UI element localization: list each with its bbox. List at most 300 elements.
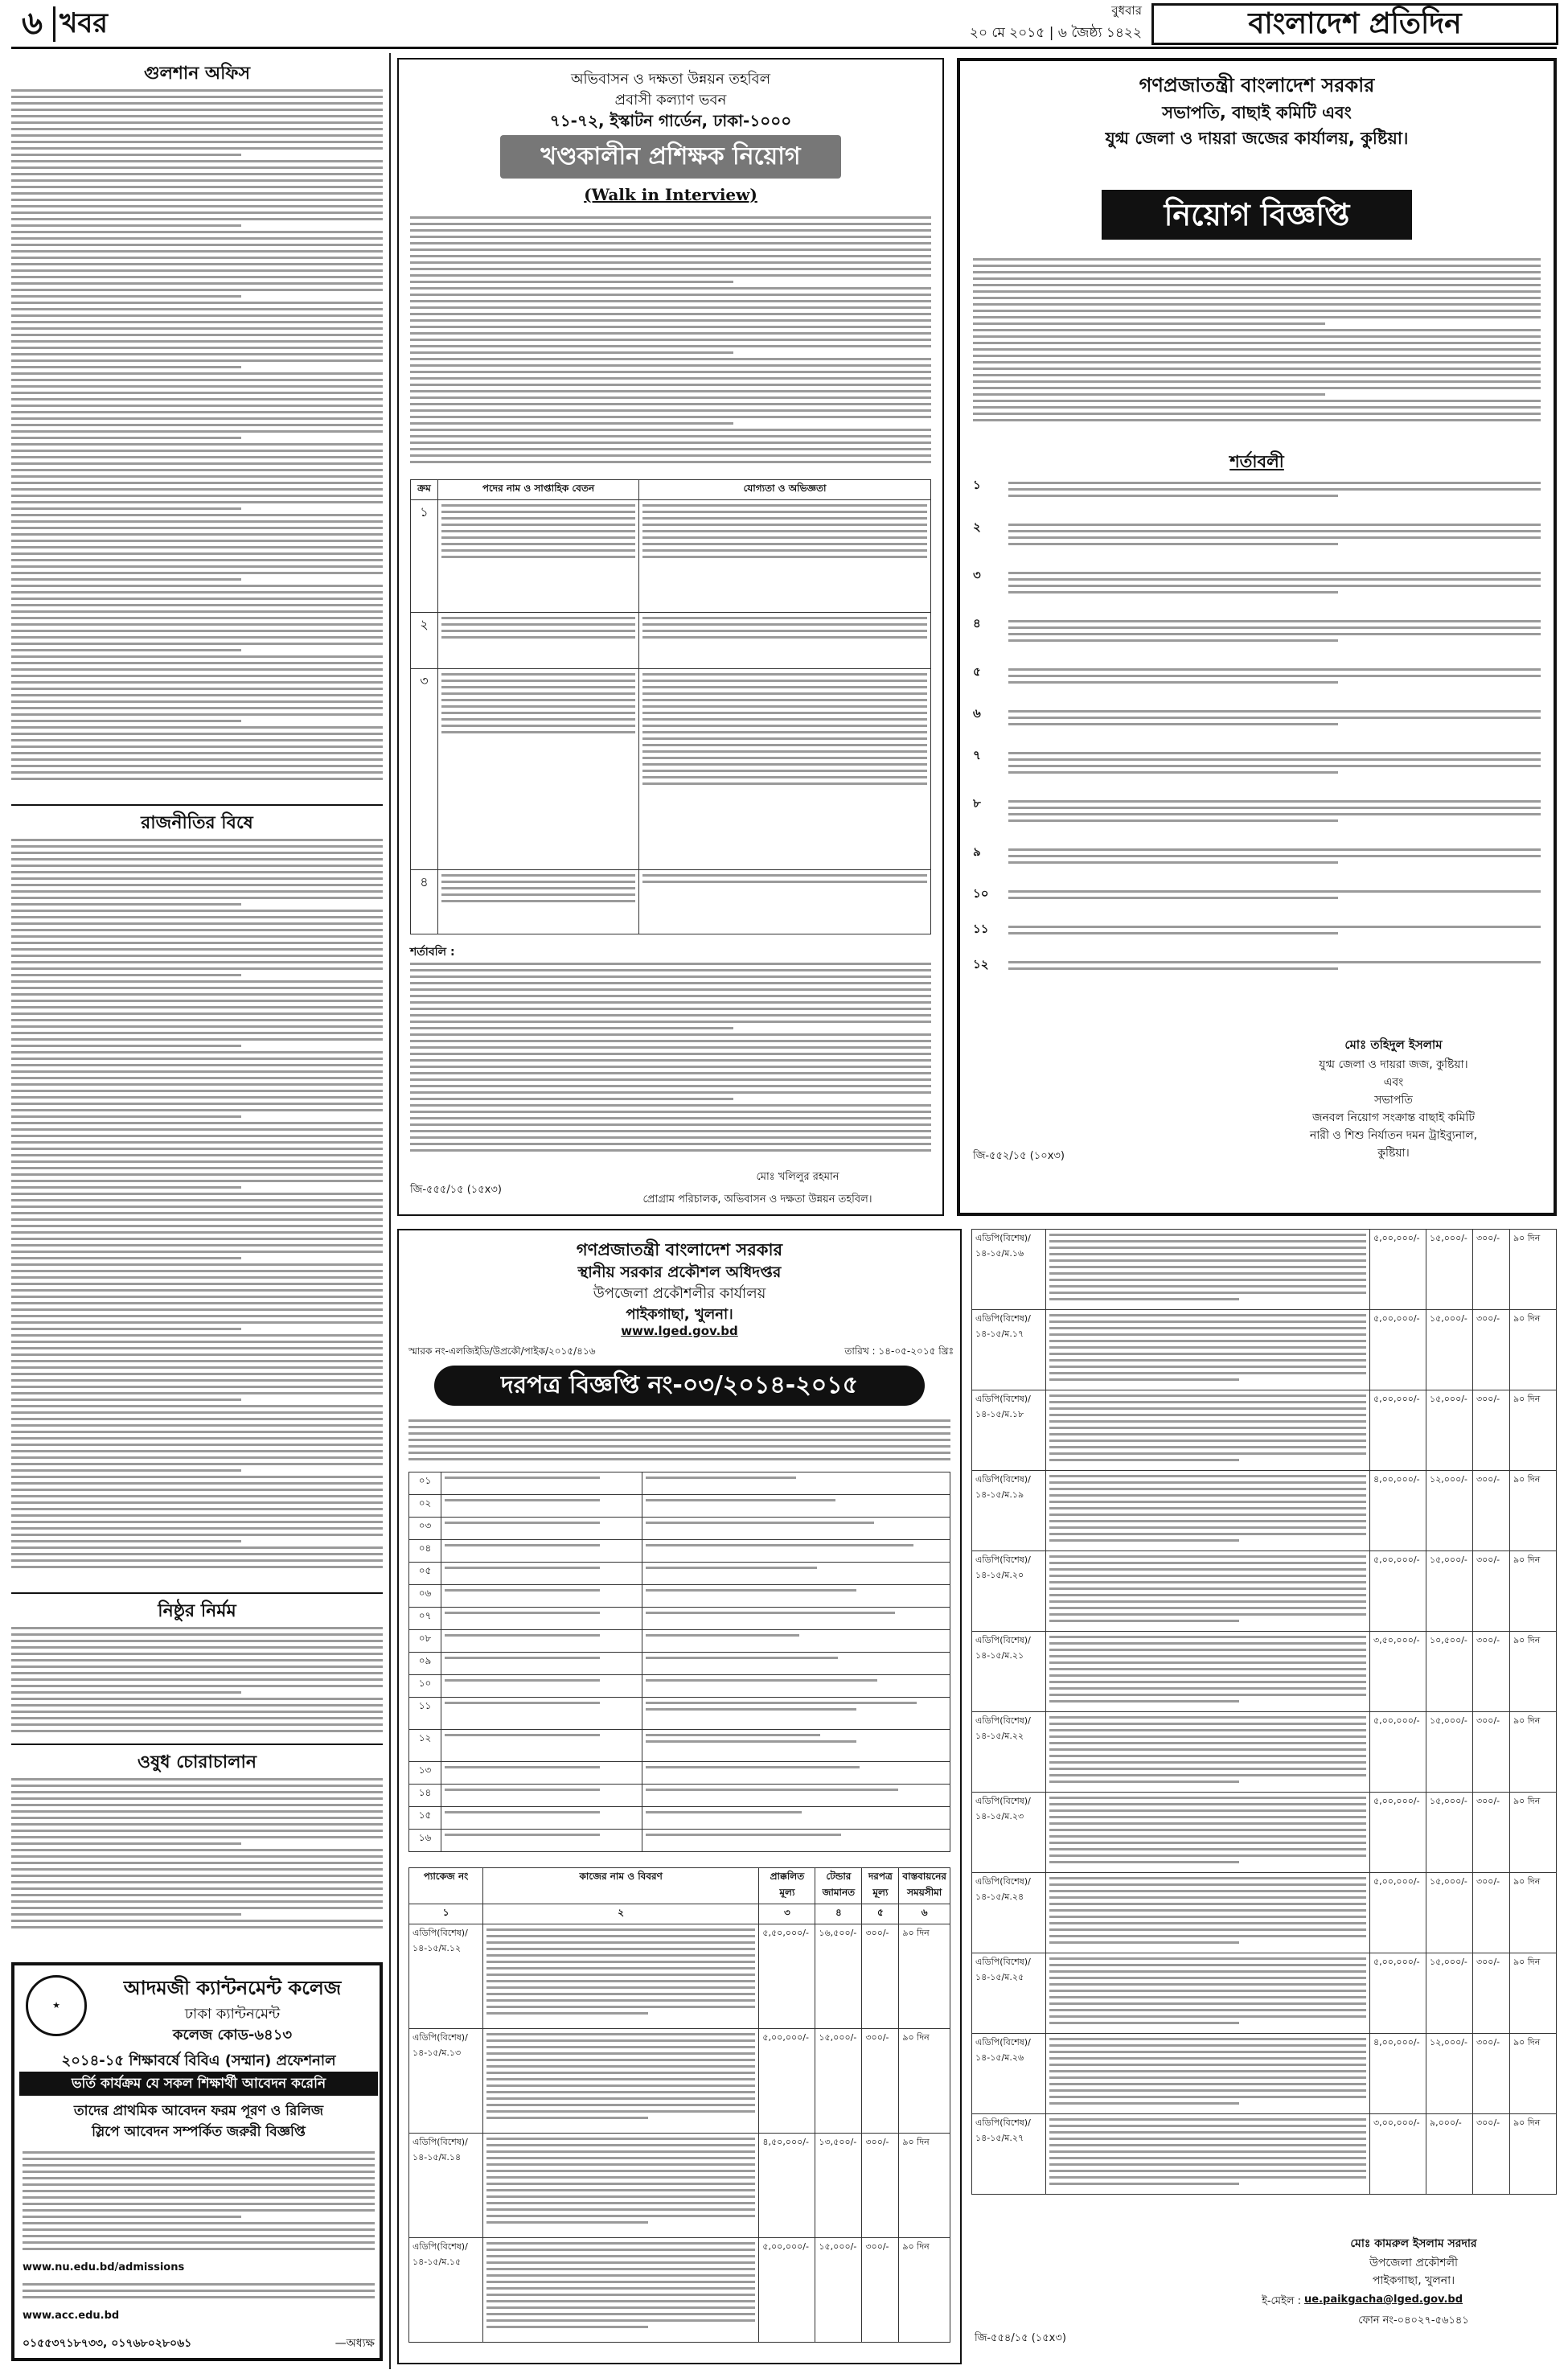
text-line [410, 988, 931, 991]
text-line [11, 675, 383, 677]
condition-number: ৫ [973, 664, 981, 679]
table-row [409, 1472, 950, 1495]
text-line [1008, 926, 1541, 928]
text-line [11, 302, 383, 304]
text-line [11, 263, 383, 265]
text-line [1008, 765, 1541, 767]
ad-ref-number: জি-৫৫৪/১৫ (১৫x৩) [975, 2332, 1066, 2344]
text-line [410, 1033, 931, 1036]
story-heading: গুলশান অফিস [143, 63, 251, 84]
document-price: ৩০০/- [1473, 1953, 1510, 2034]
text-line [11, 865, 383, 867]
memo-date: তারিখ : ১৪-০৫-২০১৫ খ্রিঃ [844, 1345, 954, 1357]
section-divider [53, 6, 55, 42]
tender-security: ১৬,৫০০/- [815, 1924, 862, 2029]
text-line [11, 845, 383, 848]
text-line [11, 1527, 383, 1530]
table-row [972, 1793, 1557, 1873]
text-line [11, 871, 383, 873]
package-number: এডিপি(বিশেষ)/ ১৪-১৫/ম.১৭ [972, 1310, 1046, 1390]
office-line-1: সভাপতি, বাছাই কমিটি এবং [1162, 103, 1352, 122]
weekday: বুধবার [1111, 3, 1142, 18]
work-description [1046, 1551, 1370, 1632]
condition-number: ৮ [973, 796, 981, 811]
package-number: এডিপি(বিশেষ)/ ১৪-১৫/ম.১৮ [972, 1390, 1046, 1471]
text-line [410, 1014, 931, 1017]
text-line [11, 942, 383, 944]
text-line [11, 758, 383, 761]
text-line [642, 881, 927, 883]
text-line [11, 1006, 383, 1008]
text-line [1008, 620, 1541, 622]
tender-security: ১৫,০০০/- [1426, 1712, 1473, 1793]
completion-time: ৯০ দিন [1510, 2034, 1557, 2114]
row-number: ১১ [409, 1698, 441, 1730]
text-line [11, 707, 383, 709]
text-line [11, 1257, 241, 1259]
text-line [23, 2190, 375, 2192]
table-cell [441, 1830, 642, 1852]
table-row [409, 1807, 950, 1830]
package-number: এডিপি(বিশেষ)/ ১৪-১৫/ম.১৩ [409, 2029, 483, 2134]
text-line [1008, 578, 1541, 581]
table-cell [441, 1585, 642, 1608]
text-line [410, 1091, 931, 1094]
condition-number: ৭ [973, 748, 981, 762]
table-cell [438, 500, 639, 613]
text-line [11, 1881, 383, 1883]
college-website-link[interactable]: www.acc.edu.bd [23, 2310, 120, 2322]
text-line [441, 556, 635, 558]
table-row [409, 2134, 950, 2238]
table-cell [642, 1698, 950, 1730]
text-line [11, 160, 383, 162]
text-line [11, 1830, 383, 1832]
text-line [1008, 897, 1338, 899]
text-line [11, 565, 383, 568]
text-line [11, 1463, 383, 1465]
text-line [11, 1328, 241, 1330]
text-line [1008, 807, 1541, 809]
completion-time: ৯০ দিন [1510, 1953, 1557, 2034]
org-building: প্রবাসী কল্যাণ ভবন [614, 92, 727, 109]
table-cell [441, 1653, 642, 1675]
text-line [11, 1386, 383, 1388]
table-cell [642, 1540, 950, 1563]
text-line [441, 543, 635, 545]
text-line [1008, 752, 1541, 754]
text-line [11, 974, 241, 976]
signatory-title: এবং [1383, 1076, 1404, 1089]
table-cell [642, 1630, 950, 1653]
table-cell [642, 1762, 950, 1785]
text-line [410, 364, 931, 367]
text-line [441, 504, 635, 507]
divider [11, 804, 383, 806]
text-line [11, 1405, 383, 1407]
row-number: ০৮ [409, 1630, 441, 1653]
signatory-title: কুষ্টিয়া। [1377, 1147, 1410, 1160]
signatory-title: সভাপতি [1374, 1094, 1413, 1107]
text-line [11, 1321, 383, 1324]
text-line [11, 1283, 383, 1285]
tender-security: ১০,৫০০/- [1426, 1632, 1473, 1712]
condition-number: ৩ [973, 568, 981, 582]
text-line [11, 1045, 241, 1047]
col-header: প্রাক্কলিত মূল্য [759, 1868, 815, 1904]
text-line [642, 712, 927, 714]
office-website-link[interactable]: www.lged.gov.bd [621, 1324, 738, 1338]
text-line [642, 718, 927, 721]
row-number: ০৭ [409, 1608, 441, 1630]
text-line [11, 1154, 383, 1156]
story-body [11, 1776, 383, 1937]
tender-security: ১৫,০০০/- [815, 2029, 862, 2134]
newspaper-brand: বাংলাদেশ প্রতিদিন [1151, 3, 1558, 45]
text-line [11, 244, 383, 246]
text-line [441, 636, 635, 639]
text-line [23, 2209, 375, 2212]
text-line [11, 520, 383, 523]
text-line [642, 511, 927, 513]
text-line [11, 1431, 383, 1433]
text-line [11, 1791, 383, 1793]
text-line [11, 1804, 383, 1806]
work-description [1046, 1873, 1370, 1953]
text-line [11, 231, 383, 233]
estimated-cost: ৩,০০,০০০/- [1370, 2114, 1426, 2195]
text-line [11, 166, 383, 169]
nu-website-link[interactable]: www.nu.edu.bd/admissions [23, 2261, 185, 2273]
col-number: ৬ [899, 1904, 950, 1924]
text-line [11, 1691, 241, 1694]
estimated-cost: ৫,০০,০০০/- [1370, 1793, 1426, 1873]
signatory-title: নারী ও শিশু নির্যাতন দমন ট্রাইব্যুনাল, [1309, 1129, 1478, 1142]
text-line [11, 96, 383, 98]
text-line [11, 417, 383, 420]
text-line [11, 922, 383, 925]
text-line [11, 1180, 383, 1182]
table-row [409, 1762, 950, 1785]
text-line [11, 688, 383, 690]
table-cell [441, 1608, 642, 1630]
text-line [410, 261, 931, 264]
text-line [410, 384, 931, 386]
text-line [642, 705, 927, 708]
document-price: ৩০০/- [1473, 1712, 1510, 1793]
text-line [23, 2196, 375, 2199]
text-line [11, 1141, 383, 1144]
text-line [11, 1894, 383, 1896]
text-line [11, 218, 383, 220]
text-line [410, 223, 931, 225]
tender-security: ১৫,০০০/- [1426, 1551, 1473, 1632]
estimated-cost: ৫,০০,০০০/- [1370, 1551, 1426, 1632]
work-description [1046, 1471, 1370, 1551]
tender-security: ১৫,০০০/- [1426, 1230, 1473, 1310]
text-line [642, 763, 927, 766]
text-line [23, 2177, 375, 2179]
text-line [11, 385, 383, 388]
work-description [1046, 1230, 1370, 1310]
text-line [410, 1085, 931, 1087]
text-line [1008, 723, 1338, 725]
text-line [11, 655, 383, 658]
text-line [410, 1072, 931, 1074]
work-description [483, 1924, 759, 2029]
condition-number: ১০ [973, 886, 989, 901]
text-line [11, 1508, 383, 1510]
text-line [11, 327, 383, 330]
work-description [483, 2238, 759, 2343]
text-line [11, 546, 383, 548]
text-line [11, 1672, 383, 1674]
package-number: এডিপি(বিশেষ)/ ১৪-১৫/ম.২৫ [972, 1953, 1046, 2034]
table-row [409, 1730, 950, 1762]
tender-security: ১৫,০০০/- [1426, 1310, 1473, 1390]
text-line [642, 673, 927, 676]
table-cell [441, 1472, 642, 1495]
department-name: স্থানীয় সরকার প্রকৌশল অধিদপ্তর [577, 1263, 782, 1281]
text-line [642, 757, 927, 759]
text-line [11, 1862, 383, 1864]
estimated-cost: ৫,০০,০০০/- [1370, 1873, 1426, 1953]
completion-time: ৯০ দিন [899, 2238, 950, 2343]
text-line [408, 1458, 950, 1460]
text-line [11, 405, 383, 407]
text-line [11, 295, 241, 298]
text-line [11, 1678, 383, 1681]
text-line [11, 1849, 383, 1851]
table-cell [642, 1830, 950, 1852]
document-price: ৩০০/- [1473, 1793, 1510, 1873]
instructor-recruitment-ad [397, 58, 944, 1216]
text-line [973, 387, 1541, 389]
text-line [1008, 681, 1338, 684]
text-line [11, 533, 383, 536]
column-rule [389, 53, 391, 2369]
completion-time: ৯০ দিন [899, 1924, 950, 2029]
text-line [441, 511, 635, 513]
tender-intro [408, 1417, 950, 1467]
text-line [441, 673, 635, 676]
completion-time: ৯০ দিন [1510, 1471, 1557, 1551]
text-line [23, 2248, 375, 2250]
text-line [11, 1823, 383, 1826]
table-cell [438, 870, 639, 934]
text-line [11, 134, 383, 137]
tender-security: ১২,০০০/- [1426, 2034, 1473, 2114]
text-line [11, 720, 241, 722]
row-number: ১ [411, 500, 438, 613]
text-line [410, 461, 931, 463]
text-line [11, 501, 383, 503]
text-line [11, 1785, 383, 1787]
text-line [410, 390, 931, 392]
text-line [410, 396, 931, 399]
row-number: ১৩ [409, 1762, 441, 1785]
table-row [409, 1630, 950, 1653]
text-line [11, 186, 383, 188]
text-line [11, 321, 383, 323]
table-cell [642, 1608, 950, 1630]
text-line [973, 277, 1541, 280]
text-line [11, 1730, 383, 1732]
table-cell [642, 1472, 950, 1495]
ad-title: খণ্ডকালীন প্রশিক্ষক নিয়োগ [500, 135, 841, 179]
text-line [410, 313, 931, 315]
notice-intro [973, 256, 1541, 441]
text-line [11, 1251, 383, 1253]
package-number: এডিপি(বিশেষ)/ ১৪-১৫/ম.২২ [972, 1712, 1046, 1793]
row-number: ২ [411, 613, 438, 669]
office-email-link[interactable]: ue.paikgacha@lged.gov.bd [1304, 2294, 1463, 2306]
text-line [441, 530, 635, 532]
text-line [11, 1038, 383, 1041]
text-line [11, 1659, 383, 1661]
text-line [11, 668, 383, 671]
text-line [11, 1868, 383, 1871]
text-line [11, 1546, 383, 1549]
text-line [11, 1437, 383, 1440]
text-line [11, 250, 383, 253]
row-number: ০৯ [409, 1653, 441, 1675]
text-line [11, 1627, 383, 1629]
condition-number: ৪ [973, 616, 981, 630]
tender-security: ৯,০০০/- [1426, 2114, 1473, 2195]
text-line [11, 1778, 383, 1780]
text-line [1008, 536, 1541, 539]
text-line [973, 329, 1541, 331]
col-header: ক্রম [411, 480, 438, 500]
text-line [11, 1334, 383, 1337]
text-line [11, 1920, 383, 1922]
row-number: ০৪ [409, 1540, 441, 1563]
text-line [11, 1244, 383, 1247]
text-line [410, 982, 931, 984]
college-ad [11, 1962, 383, 2361]
text-line [11, 353, 383, 355]
story-heading: ওষুধ চোরাচালান [137, 1752, 257, 1772]
text-line [441, 517, 635, 520]
ad-signoff: —অধ্যক্ষ [335, 2337, 375, 2350]
text-line [441, 686, 635, 688]
work-description [1046, 1793, 1370, 1873]
text-line [11, 1373, 383, 1375]
text-line [11, 694, 383, 696]
text-line [11, 610, 383, 613]
text-line [11, 643, 383, 645]
text-line [410, 345, 931, 347]
document-price: ৩০০/- [1473, 1632, 1510, 1712]
qualification-table [410, 479, 931, 934]
text-line [11, 359, 383, 362]
text-line [23, 2171, 375, 2173]
completion-time: ৯০ দিন [1510, 2114, 1557, 2195]
text-line [11, 1058, 383, 1060]
text-line [11, 456, 383, 458]
text-line [11, 1514, 383, 1517]
text-line [973, 419, 1541, 421]
text-line [410, 409, 931, 412]
text-line [973, 400, 1541, 402]
work-description [1046, 1712, 1370, 1793]
text-line [441, 887, 635, 889]
text-line [11, 1646, 383, 1649]
table-cell [639, 669, 931, 870]
issue-date: ২০ মে ২০১৫ | ৬ জৈষ্ঠ্য ১৪২২ [969, 25, 1142, 41]
text-line [11, 726, 383, 729]
text-line [408, 1419, 950, 1422]
text-line [1008, 967, 1338, 970]
document-price: ৩০০/- [1473, 2114, 1510, 2195]
text-line [11, 1900, 383, 1903]
text-line [11, 1077, 383, 1079]
signatory-title: উপজেলা প্রকৌশলী [1369, 2257, 1459, 2269]
table-cell [642, 1730, 950, 1762]
text-line [11, 1392, 383, 1394]
conditions-heading: শর্তাবলী [1229, 452, 1284, 471]
text-line [973, 316, 1541, 318]
table-row [409, 1518, 950, 1540]
text-line [410, 1078, 931, 1081]
text-line [11, 1302, 383, 1304]
story-heading: নিষ্ঠুর নির্মম [158, 1600, 236, 1621]
text-line [1008, 482, 1541, 484]
text-line [11, 121, 383, 124]
divider [11, 1744, 383, 1745]
text-line [11, 102, 383, 105]
text-line [1008, 543, 1338, 545]
text-line [642, 556, 927, 558]
table-cell [441, 1807, 642, 1830]
text-line [11, 1887, 383, 1890]
text-line [410, 351, 733, 354]
text-line [11, 372, 383, 375]
text-line [11, 1450, 383, 1452]
table-row [411, 669, 931, 870]
text-line [1008, 961, 1541, 963]
text-line [410, 403, 931, 405]
text-line [11, 314, 383, 317]
text-line [1008, 710, 1541, 713]
story-body [11, 1624, 383, 1737]
text-line [11, 199, 383, 201]
text-line [11, 1012, 383, 1015]
conditions-label: শর্তাবলি : [410, 946, 455, 959]
text-line [11, 1366, 383, 1369]
masthead [0, 0, 1568, 53]
text-line [11, 115, 383, 117]
text-line [441, 712, 635, 714]
story-heading: রাজনীতির বিষে [141, 812, 253, 833]
table-row [409, 1830, 950, 1852]
memo-number: স্মারক নং-এলজিইডি/উপ্রকৌ/পাইক/২০১৫/৪১৬ [408, 1345, 596, 1357]
col-number: ৫ [862, 1904, 899, 1924]
completion-time: ৯০ দিন [1510, 1551, 1557, 1632]
text-line [11, 1276, 383, 1279]
text-line [11, 987, 383, 989]
text-line [973, 406, 1541, 409]
text-line [11, 1810, 383, 1813]
tender-security: ১৫,০০০/- [1426, 1793, 1473, 1873]
text-line [11, 877, 383, 880]
tender-info-table [408, 1472, 950, 1852]
table-row [972, 1230, 1557, 1310]
text-line [23, 2290, 375, 2292]
table-row [411, 500, 931, 613]
tender-security: ১২,০০০/- [1426, 1471, 1473, 1551]
